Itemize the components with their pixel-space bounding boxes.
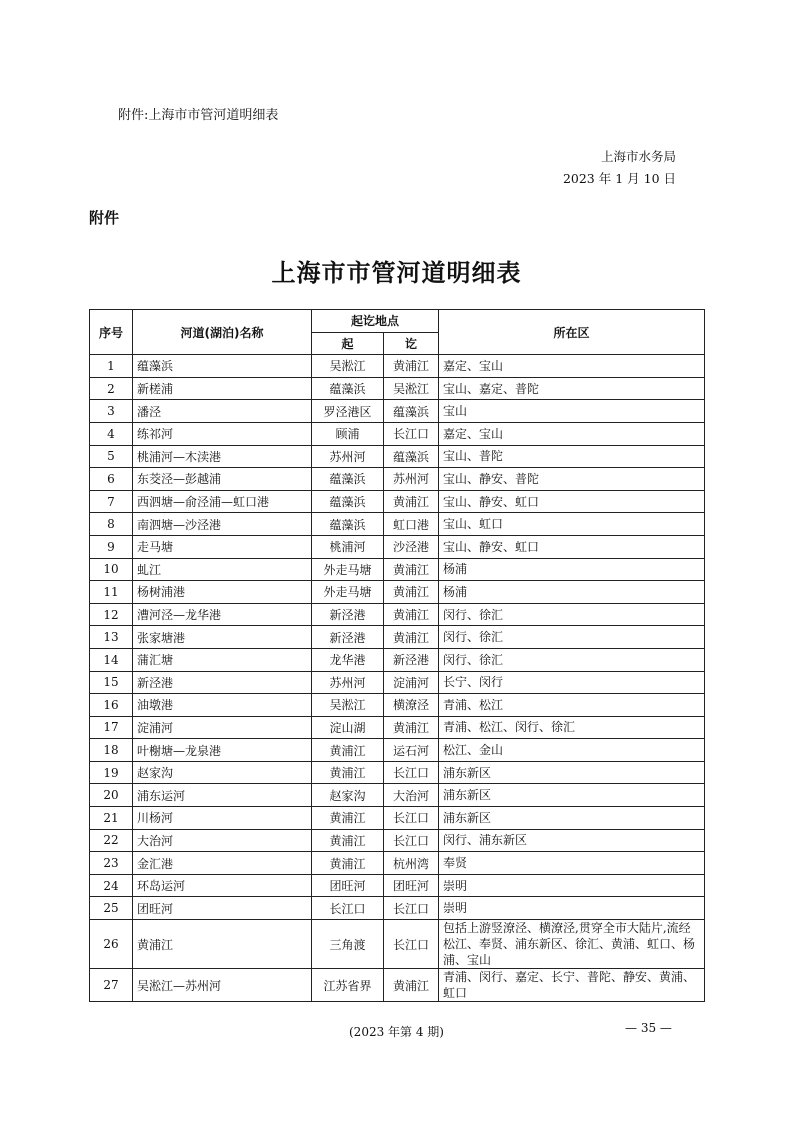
cell-district: 嘉定、宝山 bbox=[439, 422, 705, 445]
cell-district: 杨浦 bbox=[439, 581, 705, 604]
cell-start: 黄浦江 bbox=[312, 807, 384, 830]
cell-district: 闵行、徐汇 bbox=[439, 626, 705, 649]
cell-end: 吴淞江 bbox=[384, 377, 439, 400]
cell-start: 黄浦江 bbox=[312, 739, 384, 762]
cell-index: 13 bbox=[90, 626, 133, 649]
cell-end: 长江口 bbox=[384, 829, 439, 852]
cell-river-name: 新泾港 bbox=[133, 671, 312, 694]
cell-start: 龙华港 bbox=[312, 648, 384, 671]
cell-start: 苏州河 bbox=[312, 445, 384, 468]
cell-river-name: 练祁河 bbox=[133, 422, 312, 445]
table-row bbox=[90, 445, 705, 468]
cell-river-name: 西泗塘—俞泾浦—虹口港 bbox=[133, 490, 312, 513]
cell-start: 新泾港 bbox=[312, 626, 384, 649]
cell-district: 宝山、静安、虹口 bbox=[439, 535, 705, 558]
issuer-block bbox=[560, 146, 676, 190]
cell-index: 23 bbox=[90, 852, 133, 875]
cell-district: 闵行、浦东新区 bbox=[439, 829, 705, 852]
cell-start: 赵家沟 bbox=[312, 784, 384, 807]
cell-district: 宝山 bbox=[439, 400, 705, 423]
table-row bbox=[90, 603, 705, 626]
cell-index: 12 bbox=[90, 603, 133, 626]
cell-start: 外走马塘 bbox=[312, 558, 384, 581]
cell-river-name: 杨树浦港 bbox=[133, 581, 312, 604]
header-end: 讫 bbox=[384, 332, 439, 355]
cell-end: 黄浦江 bbox=[384, 355, 439, 378]
cell-end: 黄浦江 bbox=[384, 581, 439, 604]
table-row bbox=[90, 581, 705, 604]
cell-river-name: 淀浦河 bbox=[133, 716, 312, 739]
table-row bbox=[90, 874, 705, 897]
cell-river-name: 蒲汇塘 bbox=[133, 648, 312, 671]
river-table bbox=[89, 309, 705, 1002]
table-row bbox=[90, 852, 705, 875]
cell-index: 27 bbox=[90, 969, 133, 1002]
cell-district: 浦东新区 bbox=[439, 807, 705, 830]
cell-river-name: 团旺河 bbox=[133, 897, 312, 920]
cell-end: 黄浦江 bbox=[384, 603, 439, 626]
cell-river-name: 油墩港 bbox=[133, 694, 312, 717]
header-district: 所在区 bbox=[439, 310, 705, 355]
cell-river-name: 虬江 bbox=[133, 558, 312, 581]
table-row bbox=[90, 490, 705, 513]
cell-district: 浦东新区 bbox=[439, 761, 705, 784]
cell-river-name: 浦东运河 bbox=[133, 784, 312, 807]
cell-district: 嘉定、宝山 bbox=[439, 355, 705, 378]
cell-end: 虹口港 bbox=[384, 513, 439, 536]
cell-river-name: 张家塘港 bbox=[133, 626, 312, 649]
cell-start: 淀山湖 bbox=[312, 716, 384, 739]
cell-end: 黄浦江 bbox=[384, 716, 439, 739]
cell-end: 新泾港 bbox=[384, 648, 439, 671]
cell-start: 三角渡 bbox=[312, 920, 384, 969]
cell-end: 黄浦江 bbox=[384, 969, 439, 1002]
attachment-line: 附件:上海市市管河道明细表 bbox=[118, 108, 279, 123]
header-start: 起 bbox=[312, 332, 384, 355]
table-row bbox=[90, 829, 705, 852]
cell-start: 吴淞江 bbox=[312, 355, 384, 378]
table-body bbox=[90, 355, 705, 1002]
cell-district: 长宁、闵行 bbox=[439, 671, 705, 694]
cell-index: 15 bbox=[90, 671, 133, 694]
cell-end: 淀浦河 bbox=[384, 671, 439, 694]
cell-index: 16 bbox=[90, 694, 133, 717]
page-title: 上海市市管河道明细表 bbox=[271, 258, 522, 287]
cell-end: 沙泾港 bbox=[384, 535, 439, 558]
cell-end: 长江口 bbox=[384, 920, 439, 969]
cell-start: 苏州河 bbox=[312, 671, 384, 694]
cell-index: 21 bbox=[90, 807, 133, 830]
table-row bbox=[90, 807, 705, 830]
cell-index: 24 bbox=[90, 874, 133, 897]
cell-district: 奉贤 bbox=[439, 852, 705, 875]
cell-index: 1 bbox=[90, 355, 133, 378]
cell-index: 10 bbox=[90, 558, 133, 581]
cell-district: 包括上游竖潦泾、横潦泾,贯穿全市大陆片,流经松江、奉贤、浦东新区、徐汇、黄浦、虹口、杨浦、宝山 bbox=[439, 920, 705, 969]
cell-start: 蕴藻浜 bbox=[312, 490, 384, 513]
cell-district: 崇明 bbox=[439, 897, 705, 920]
cell-start: 吴淞江 bbox=[312, 694, 384, 717]
cell-start: 蕴藻浜 bbox=[312, 377, 384, 400]
cell-start: 团旺河 bbox=[312, 874, 384, 897]
cell-start: 外走马塘 bbox=[312, 581, 384, 604]
cell-end: 蕴藻浜 bbox=[384, 445, 439, 468]
cell-index: 3 bbox=[90, 400, 133, 423]
cell-district: 宝山、静安、普陀 bbox=[439, 468, 705, 491]
cell-index: 22 bbox=[90, 829, 133, 852]
cell-start: 黄浦江 bbox=[312, 761, 384, 784]
table-row bbox=[90, 694, 705, 717]
cell-river-name: 潘泾 bbox=[133, 400, 312, 423]
cell-river-name: 赵家沟 bbox=[133, 761, 312, 784]
cell-district: 松江、金山 bbox=[439, 739, 705, 762]
cell-index: 6 bbox=[90, 468, 133, 491]
cell-district: 浦东新区 bbox=[439, 784, 705, 807]
cell-index: 20 bbox=[90, 784, 133, 807]
cell-start: 桃浦河 bbox=[312, 535, 384, 558]
cell-start: 黄浦江 bbox=[312, 852, 384, 875]
table-row bbox=[90, 422, 705, 445]
cell-start: 江苏省界 bbox=[312, 969, 384, 1002]
cell-index: 2 bbox=[90, 377, 133, 400]
cell-river-name: 川杨河 bbox=[133, 807, 312, 830]
header-range: 起讫地点 bbox=[312, 310, 439, 333]
table-row bbox=[90, 513, 705, 536]
cell-start: 罗泾港区 bbox=[312, 400, 384, 423]
cell-index: 17 bbox=[90, 716, 133, 739]
table-row bbox=[90, 377, 705, 400]
header-name: 河道(湖泊)名称 bbox=[133, 310, 312, 355]
cell-river-name: 东茭泾—彭越浦 bbox=[133, 468, 312, 491]
cell-river-name: 蕴藻浜 bbox=[133, 355, 312, 378]
cell-river-name: 大治河 bbox=[133, 829, 312, 852]
cell-index: 8 bbox=[90, 513, 133, 536]
table-row bbox=[90, 468, 705, 491]
cell-start: 蕴藻浜 bbox=[312, 468, 384, 491]
cell-index: 7 bbox=[90, 490, 133, 513]
cell-district: 青浦、松江 bbox=[439, 694, 705, 717]
cell-river-name: 走马塘 bbox=[133, 535, 312, 558]
cell-start: 新泾港 bbox=[312, 603, 384, 626]
cell-river-name: 漕河泾—龙华港 bbox=[133, 603, 312, 626]
cell-index: 11 bbox=[90, 581, 133, 604]
table-row bbox=[90, 558, 705, 581]
table-row bbox=[90, 897, 705, 920]
cell-index: 26 bbox=[90, 920, 133, 969]
table-row bbox=[90, 920, 705, 969]
cell-district: 宝山、嘉定、普陀 bbox=[439, 377, 705, 400]
cell-end: 黄浦江 bbox=[384, 626, 439, 649]
issue-date: 2023 年 1 月 10 日 bbox=[562, 171, 676, 186]
cell-river-name: 南泗塘—沙泾港 bbox=[133, 513, 312, 536]
table-row bbox=[90, 671, 705, 694]
cell-end: 黄浦江 bbox=[384, 558, 439, 581]
cell-end: 运石河 bbox=[384, 739, 439, 762]
cell-river-name: 吴淞江—苏州河 bbox=[133, 969, 312, 1002]
cell-start: 顾浦 bbox=[312, 422, 384, 445]
cell-index: 19 bbox=[90, 761, 133, 784]
table-row bbox=[90, 716, 705, 739]
cell-end: 杭州湾 bbox=[384, 852, 439, 875]
cell-index: 9 bbox=[90, 535, 133, 558]
cell-district: 闵行、徐汇 bbox=[439, 603, 705, 626]
cell-start: 蕴藻浜 bbox=[312, 513, 384, 536]
cell-river-name: 叶榭塘—龙泉港 bbox=[133, 739, 312, 762]
table-row bbox=[90, 969, 705, 1002]
cell-end: 长江口 bbox=[384, 807, 439, 830]
cell-district: 青浦、闵行、嘉定、长宁、普陀、静安、黄浦、虹口 bbox=[439, 969, 705, 1002]
cell-index: 4 bbox=[90, 422, 133, 445]
table-row bbox=[90, 648, 705, 671]
page-number: — 35 — bbox=[625, 1021, 672, 1035]
cell-end: 团旺河 bbox=[384, 874, 439, 897]
table-row bbox=[90, 761, 705, 784]
cell-end: 大治河 bbox=[384, 784, 439, 807]
header-index: 序号 bbox=[90, 310, 133, 355]
cell-district: 崇明 bbox=[439, 874, 705, 897]
cell-river-name: 桃浦河—木渎港 bbox=[133, 445, 312, 468]
cell-start: 长江口 bbox=[312, 897, 384, 920]
issuer-name: 上海市水务局 bbox=[600, 149, 676, 164]
cell-end: 横潦泾 bbox=[384, 694, 439, 717]
cell-end: 黄浦江 bbox=[384, 490, 439, 513]
cell-end: 长江口 bbox=[384, 897, 439, 920]
cell-end: 长江口 bbox=[384, 422, 439, 445]
cell-district: 闵行、徐汇 bbox=[439, 648, 705, 671]
cell-index: 18 bbox=[90, 739, 133, 762]
cell-river-name: 新槎浦 bbox=[133, 377, 312, 400]
cell-river-name: 黄浦江 bbox=[133, 920, 312, 969]
cell-district: 宝山、普陀 bbox=[439, 445, 705, 468]
cell-index: 25 bbox=[90, 897, 133, 920]
table-row bbox=[90, 739, 705, 762]
table-row bbox=[90, 535, 705, 558]
cell-index: 14 bbox=[90, 648, 133, 671]
cell-district: 宝山、静安、虹口 bbox=[439, 490, 705, 513]
cell-index: 5 bbox=[90, 445, 133, 468]
table-row bbox=[90, 355, 705, 378]
cell-river-name: 金汇港 bbox=[133, 852, 312, 875]
cell-district: 宝山、虹口 bbox=[439, 513, 705, 536]
cell-end: 长江口 bbox=[384, 761, 439, 784]
cell-start: 黄浦江 bbox=[312, 829, 384, 852]
cell-end: 蕴藻浜 bbox=[384, 400, 439, 423]
cell-district: 杨浦 bbox=[439, 558, 705, 581]
table-row bbox=[90, 784, 705, 807]
cell-end: 苏州河 bbox=[384, 468, 439, 491]
footer-issue: (2023 年第 4 期) bbox=[349, 1025, 444, 1039]
table-row bbox=[90, 626, 705, 649]
table-row bbox=[90, 400, 705, 423]
cell-district: 青浦、松江、闵行、徐汇 bbox=[439, 716, 705, 739]
section-heading: 附件 bbox=[89, 209, 120, 227]
cell-river-name: 环岛运河 bbox=[133, 874, 312, 897]
